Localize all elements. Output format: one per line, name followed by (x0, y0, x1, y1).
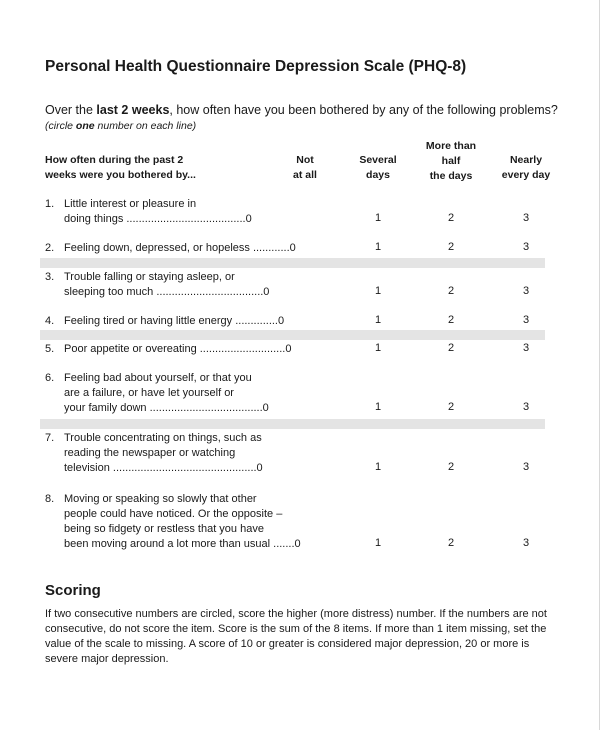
item-number: 1. (45, 198, 55, 210)
item-text: Little interest or pleasure in doing things .......................................0 (64, 198, 252, 225)
score-option[interactable]: 2 (447, 461, 455, 473)
item-text: Poor appetite or overeating ............................0 (64, 343, 292, 355)
score-option[interactable]: 3 (522, 212, 530, 224)
item-number: 3. (45, 271, 55, 283)
item-number: 7. (45, 432, 55, 444)
score-option[interactable]: 1 (374, 241, 382, 253)
score-option[interactable]: 1 (374, 342, 382, 354)
column-header-several-days: Several days (359, 154, 397, 181)
item-text: Feeling bad about yourself, or that you are a failure, or have let yourself or your family down .....................................0 (64, 372, 269, 414)
item-text: Trouble concentrating on things, such as reading the newspaper or watching television ...............................................0 (64, 432, 263, 474)
score-option[interactable]: 3 (522, 342, 530, 354)
scoring-paragraph: If two consecutive numbers are circled, score the higher (more distress) number. If the numbers are not consecutive, do not score the item. Score is the sum of the 8 items. If more than 1 item missing, set the value of the scale to missing. A score of 10 or greater is considered major depression, 20 or more is severe major depression. (45, 608, 547, 665)
column-header-not-at-all: Not at all (293, 154, 317, 181)
column-header-nearly-every-day: Nearly every day (501, 154, 551, 181)
score-option[interactable]: 2 (447, 212, 455, 224)
score-option[interactable]: 1 (374, 314, 382, 326)
item-text: Feeling down, depressed, or hopeless ............0 (64, 242, 296, 254)
page-title: Personal Health Questionnaire Depression Scale (PHQ-8) (45, 58, 467, 75)
item-number: 6. (45, 372, 55, 384)
intro-text: Over the last 2 weeks, how often have you been bothered by any of the following problems? (45, 103, 558, 117)
score-option[interactable]: 1 (374, 212, 382, 224)
scoring-heading: Scoring (45, 582, 101, 599)
row-separator (40, 330, 545, 340)
score-option[interactable]: 3 (522, 401, 530, 413)
score-option[interactable]: 2 (447, 342, 455, 354)
item-number: 4. (45, 315, 55, 327)
score-option[interactable]: 1 (374, 285, 382, 297)
item-number: 8. (45, 493, 55, 505)
item-text: Moving or speaking so slowly that other people could have noticed. Or the opposite – being so fidgety or restless that you have been moving around a lot more than usual .......0 (64, 493, 301, 550)
score-option[interactable]: 3 (522, 241, 530, 253)
row-separator (40, 258, 545, 268)
score-option[interactable]: 3 (522, 314, 530, 326)
score-option[interactable]: 1 (374, 401, 382, 413)
score-option[interactable]: 2 (447, 537, 455, 549)
item-number: 5. (45, 343, 55, 355)
score-option[interactable]: 2 (447, 314, 455, 326)
item-text: Trouble falling or staying asleep, or sleeping too much ...................................0 (64, 271, 270, 298)
row-separator (40, 419, 545, 429)
item-text: Feeling tired or having little energy ..............0 (64, 315, 285, 327)
column-header-more-than-half: More than half the days (425, 140, 477, 182)
score-option[interactable]: 2 (447, 285, 455, 297)
score-option[interactable]: 3 (522, 461, 530, 473)
item-number: 2. (45, 242, 55, 254)
question-column-header: How often during the past 2 weeks were you bothered by... (45, 154, 196, 181)
score-option[interactable]: 3 (522, 537, 530, 549)
score-option[interactable]: 3 (522, 285, 530, 297)
score-option[interactable]: 2 (447, 401, 455, 413)
score-option[interactable]: 1 (374, 461, 382, 473)
score-option[interactable]: 2 (447, 241, 455, 253)
score-option[interactable]: 1 (374, 537, 382, 549)
instruction-text: (circle one number on each line) (45, 120, 197, 132)
